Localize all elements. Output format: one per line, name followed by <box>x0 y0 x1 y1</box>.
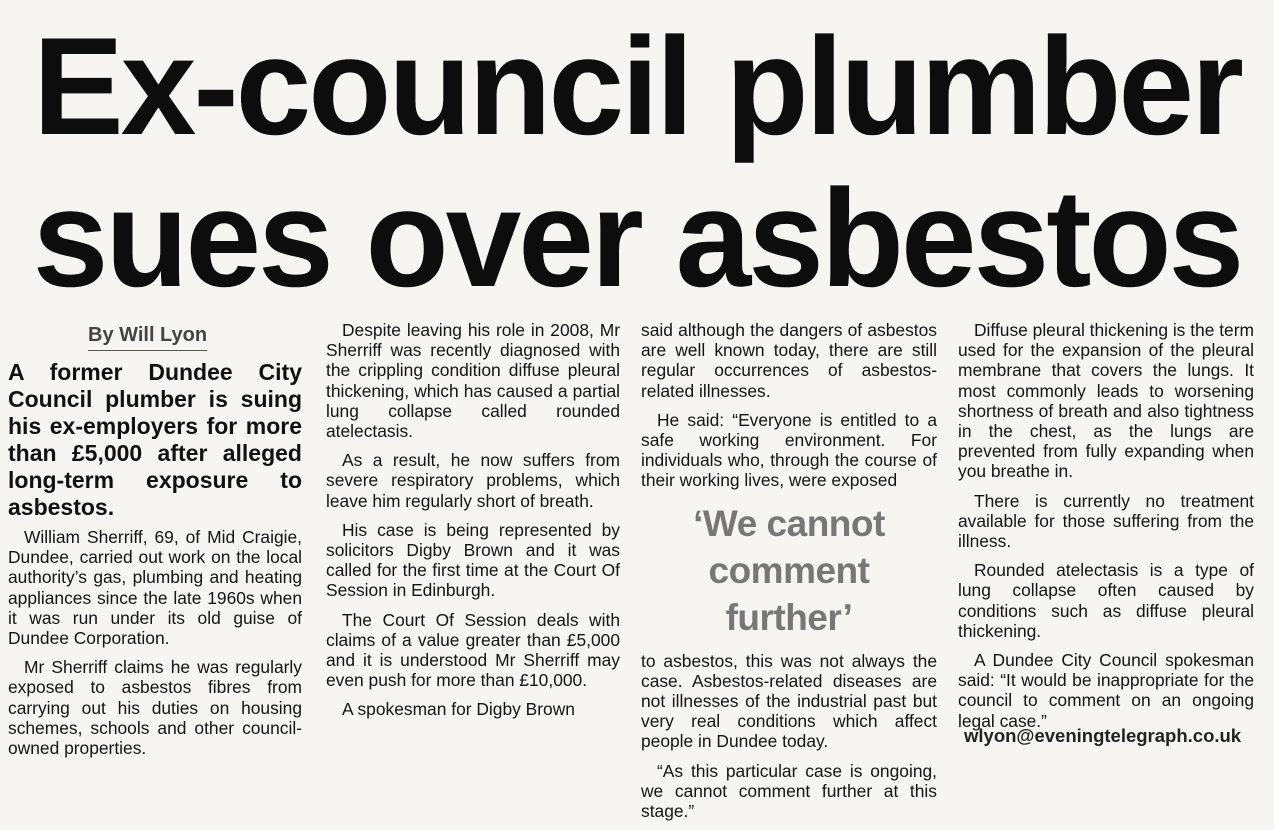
paragraph: Diffuse pleural thickening is the term used for the expansion of the pleural membrane that covers the lungs. It most commonly leads to worsening shortness of breath and also tightness in the chest, as the lungs are prevented from fully expanding when you breathe in. <box>958 320 1254 482</box>
paragraph: to asbestos, this was not always the case. Asbestos-related diseases are not illnesses of the industrial past but very real conditions which affect people in Dundee today. <box>641 650 937 752</box>
pull-quote: ‘We cannot comment further’ <box>693 502 885 638</box>
article-column-2 <box>326 320 620 729</box>
paragraph: said although the dangers of asbestos are well known today, there are still regular occurrences of asbestos-related illnesses. <box>641 320 937 401</box>
headline-line-2: sues over asbestos <box>32 160 1242 316</box>
paragraph: As a result, he now suffers from severe respiratory problems, which leave him regularly short of breath. <box>326 450 620 511</box>
byline: By Will Lyon <box>88 323 207 351</box>
paragraph: Mr Sherriff claims he was regularly exposed to asbestos fibres from carrying out his duties on housing schemes, schools and other council-owned properties. <box>8 657 302 759</box>
paragraph: There is currently no treatment available for those suffering from the illness. <box>958 490 1254 552</box>
paragraph: Rounded atelectasis is a type of lung collapse often caused by conditions such as diffuse pleural thickening. <box>958 560 1254 641</box>
headline-line-1: Ex-council plumber <box>33 8 1241 164</box>
article-column-4 <box>958 320 1254 740</box>
paragraph: He said: “Everyone is entitled to a safe working environment. For individuals who, through the course of their working lives, were exposed <box>641 409 937 491</box>
article-column-1 <box>8 320 302 767</box>
paragraph: Despite leaving his role in 2008, Mr Sherriff was recently diagnosed with the crippling condition diffuse pleural thickening, which has caused a partial lung collapse called rounded atelectasis. <box>326 320 620 442</box>
article-column-3 <box>641 320 937 830</box>
paragraph: A spokesman for Digby Brown <box>342 699 575 720</box>
paragraph: “As this particular case is ongoing, we cannot comment further at this stage.” <box>641 760 937 822</box>
paragraph: The Court Of Session deals with claims of a value greater than £5,000 and it is understood Mr Sherriff may even push for more than £10,000. <box>326 609 620 691</box>
paragraph: A Dundee City Council spokesman said: “It would be inappropriate for the council to comment on an ongoing legal case.” <box>958 650 1254 731</box>
author-email: wlyon@eveningtelegraph.co.uk <box>964 725 1242 746</box>
standfirst: A former Dundee City Council plumber is suing his ex-employers for more than £5,000 after alleged long-term exposure to asbestos. <box>8 359 302 520</box>
paragraph: His case is being represented by solicitors Digby Brown and it was called for the first time at the Court Of Session in Edinburgh. <box>326 519 620 601</box>
paragraph: William Sherriff, 69, of Mid Craigie, Dundee, carried out work on the local authority’s gas, plumbing and heating appliances since the late 1960s when it was run under its old guise of Dundee Corporation. <box>8 527 302 649</box>
